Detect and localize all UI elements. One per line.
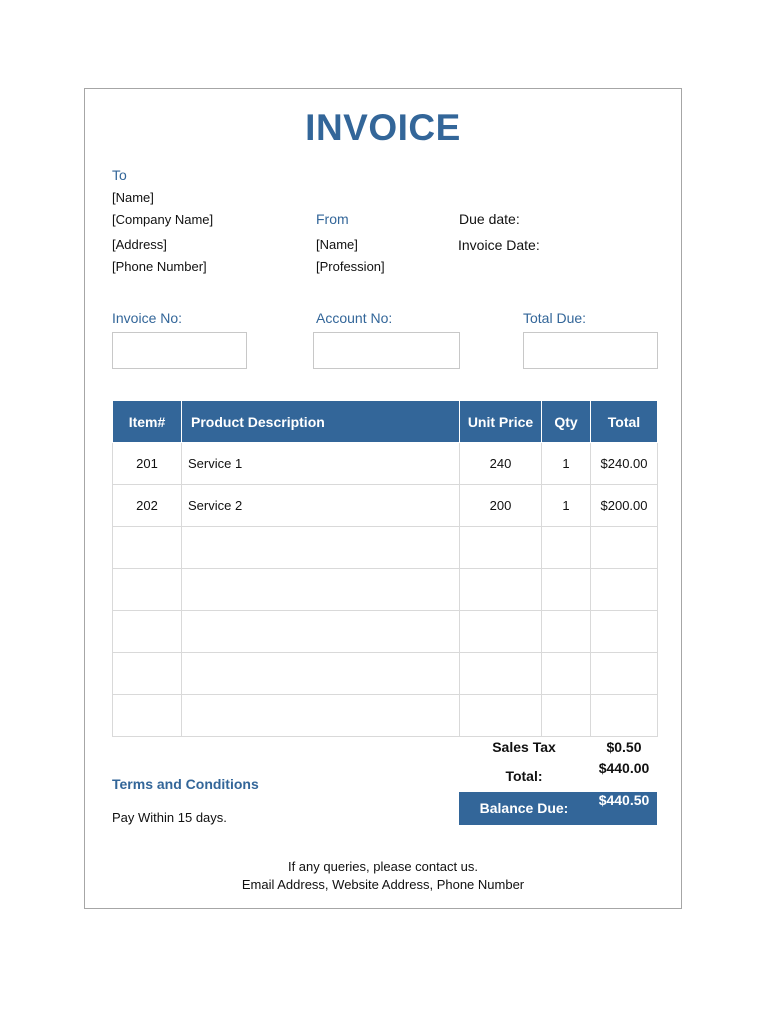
- footer-contact-details: Email Address, Website Address, Phone Number: [241, 877, 525, 892]
- cell-item-number[interactable]: [113, 611, 182, 653]
- cell-qty[interactable]: 1: [542, 443, 591, 485]
- cell-description[interactable]: Service 2: [182, 485, 460, 527]
- total-value: $440.00: [598, 760, 650, 776]
- table-row: [113, 485, 658, 527]
- invoice-no-field[interactable]: [112, 332, 247, 369]
- table-row: [113, 443, 658, 485]
- cell-item-number[interactable]: 201: [113, 443, 182, 485]
- from-name: [Name]: [316, 237, 358, 252]
- cell-total[interactable]: [591, 695, 658, 737]
- header-qty: Qty: [542, 401, 591, 443]
- cell-description[interactable]: [182, 527, 460, 569]
- cell-item-number[interactable]: [113, 653, 182, 695]
- terms-heading: Terms and Conditions: [112, 776, 259, 792]
- table-header-row: [113, 401, 658, 443]
- cell-total[interactable]: [591, 611, 658, 653]
- cell-description[interactable]: Service 1: [182, 443, 460, 485]
- terms-text: Pay Within 15 days.: [112, 810, 227, 825]
- total-due-label: Total Due:: [523, 310, 587, 326]
- invoice-title: INVOICE: [305, 107, 461, 148]
- from-profession: [Profession]: [316, 259, 385, 274]
- cell-unit-price[interactable]: 240: [460, 443, 542, 485]
- table-row: [113, 695, 658, 737]
- footer-contact-note: If any queries, please contact us.: [287, 859, 479, 874]
- items-table: [112, 400, 658, 737]
- header-unit-price: Unit Price: [460, 401, 542, 443]
- table-row: [113, 569, 658, 611]
- cell-unit-price[interactable]: [460, 695, 542, 737]
- balance-due-label: Balance Due:: [479, 800, 569, 816]
- header-item-number: Item#: [113, 401, 182, 443]
- cell-description[interactable]: [182, 569, 460, 611]
- cell-unit-price[interactable]: [460, 569, 542, 611]
- invoice-no-label: Invoice No:: [112, 310, 183, 326]
- cell-unit-price[interactable]: [460, 527, 542, 569]
- sales-tax-value: $0.50: [606, 739, 642, 755]
- cell-unit-price[interactable]: [460, 611, 542, 653]
- invoice-page: [84, 88, 682, 909]
- cell-item-number[interactable]: 202: [113, 485, 182, 527]
- cell-total[interactable]: [591, 653, 658, 695]
- account-no-field[interactable]: [313, 332, 460, 369]
- to-name: [Name]: [112, 190, 154, 205]
- to-company: [Company Name]: [112, 212, 214, 227]
- to-heading: To: [112, 167, 127, 183]
- cell-item-number[interactable]: [113, 695, 182, 737]
- cell-qty[interactable]: [542, 653, 591, 695]
- balance-due-value: $440.50: [598, 792, 650, 808]
- cell-qty[interactable]: [542, 611, 591, 653]
- cell-description[interactable]: [182, 695, 460, 737]
- header-total: Total: [591, 401, 658, 443]
- to-address: [Address]: [112, 237, 167, 252]
- due-date-label: Due date:: [459, 211, 520, 227]
- cell-qty[interactable]: [542, 695, 591, 737]
- cell-item-number[interactable]: [113, 569, 182, 611]
- cell-unit-price[interactable]: [460, 653, 542, 695]
- total-label: Total:: [505, 768, 543, 784]
- invoice-date-label: Invoice Date:: [458, 237, 540, 253]
- account-no-label: Account No:: [316, 310, 393, 326]
- cell-description[interactable]: [182, 653, 460, 695]
- table-row: [113, 653, 658, 695]
- cell-qty[interactable]: [542, 527, 591, 569]
- cell-qty[interactable]: [542, 569, 591, 611]
- to-phone: [Phone Number]: [112, 259, 207, 274]
- cell-total[interactable]: [591, 569, 658, 611]
- balance-due-bar: [459, 792, 657, 825]
- cell-total[interactable]: $200.00: [591, 485, 658, 527]
- sales-tax-label: Sales Tax: [492, 739, 556, 755]
- table-row: [113, 611, 658, 653]
- cell-item-number[interactable]: [113, 527, 182, 569]
- header-product-description: Product Description: [182, 401, 460, 443]
- total-due-field[interactable]: [523, 332, 658, 369]
- cell-total[interactable]: [591, 527, 658, 569]
- cell-description[interactable]: [182, 611, 460, 653]
- cell-qty[interactable]: 1: [542, 485, 591, 527]
- table-row: [113, 527, 658, 569]
- cell-total[interactable]: $240.00: [591, 443, 658, 485]
- from-heading: From: [316, 211, 349, 227]
- cell-unit-price[interactable]: 200: [460, 485, 542, 527]
